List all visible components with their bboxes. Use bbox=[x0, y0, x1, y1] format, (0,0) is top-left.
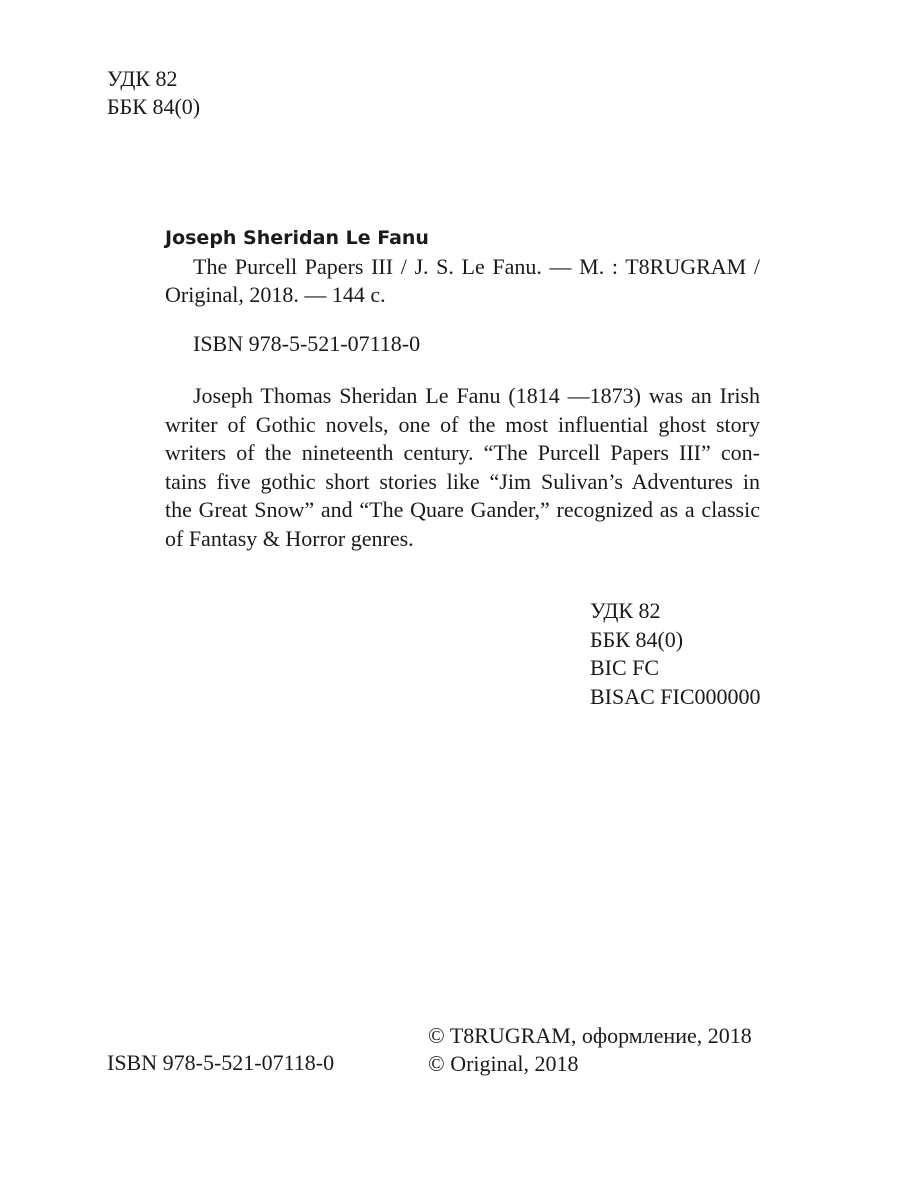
author-name: Joseph Sheridan Le Fanu bbox=[165, 227, 429, 249]
udk-code: УДК 82 bbox=[590, 598, 661, 623]
title-line: The Purcell Papers III / J. S. Le Fanu. — M. : T8RUGRAM / bbox=[193, 254, 760, 279]
annotation-line: writer of Gothic novels, one of the most influential ghost story bbox=[165, 411, 760, 437]
footer-isbn bbox=[107, 1049, 334, 1077]
isbn-entry bbox=[193, 330, 420, 358]
publication-line: Original, 2018. — 144 c. bbox=[165, 282, 386, 307]
annotation-line: writers of the nineteenth century. “The Purcell Papers III” con- bbox=[165, 440, 760, 465]
bbk-code: ББК 84(0) bbox=[107, 94, 201, 119]
annotation-line: of Fantasy & Horror genres. bbox=[165, 525, 414, 551]
classification-codes bbox=[590, 597, 761, 711]
isbn-text: ISBN 978-5-521-07118-0 bbox=[193, 331, 421, 356]
copyright-line: © T8RUGRAM, оформление, 2018 bbox=[428, 1023, 752, 1048]
annotation-paragraph bbox=[165, 382, 760, 553]
annotation-line: Joseph Thomas Sheridan Le Fanu (1814 —1873) was an Irish bbox=[193, 383, 760, 408]
top-classification-codes bbox=[107, 65, 200, 121]
annotation-line: the Great Snow” and “The Quare Gander,” recognized as a classic bbox=[165, 497, 760, 522]
udk-code: УДК 82 bbox=[107, 66, 178, 91]
copyright-line: © Original, 2018 bbox=[428, 1051, 579, 1076]
annotation-line: tains five gothic short stories like “Jim Sulivan’s Adventures in bbox=[165, 468, 760, 494]
bbk-code: ББК 84(0) bbox=[590, 626, 684, 652]
bibliographic-record bbox=[165, 223, 760, 309]
bisac-code: BISAC FIC000000 bbox=[590, 683, 761, 709]
bic-code: BIC FC bbox=[590, 655, 660, 680]
copyright-notice bbox=[428, 1022, 752, 1078]
isbn-text: ISBN 978-5-521-07118-0 bbox=[107, 1050, 335, 1075]
